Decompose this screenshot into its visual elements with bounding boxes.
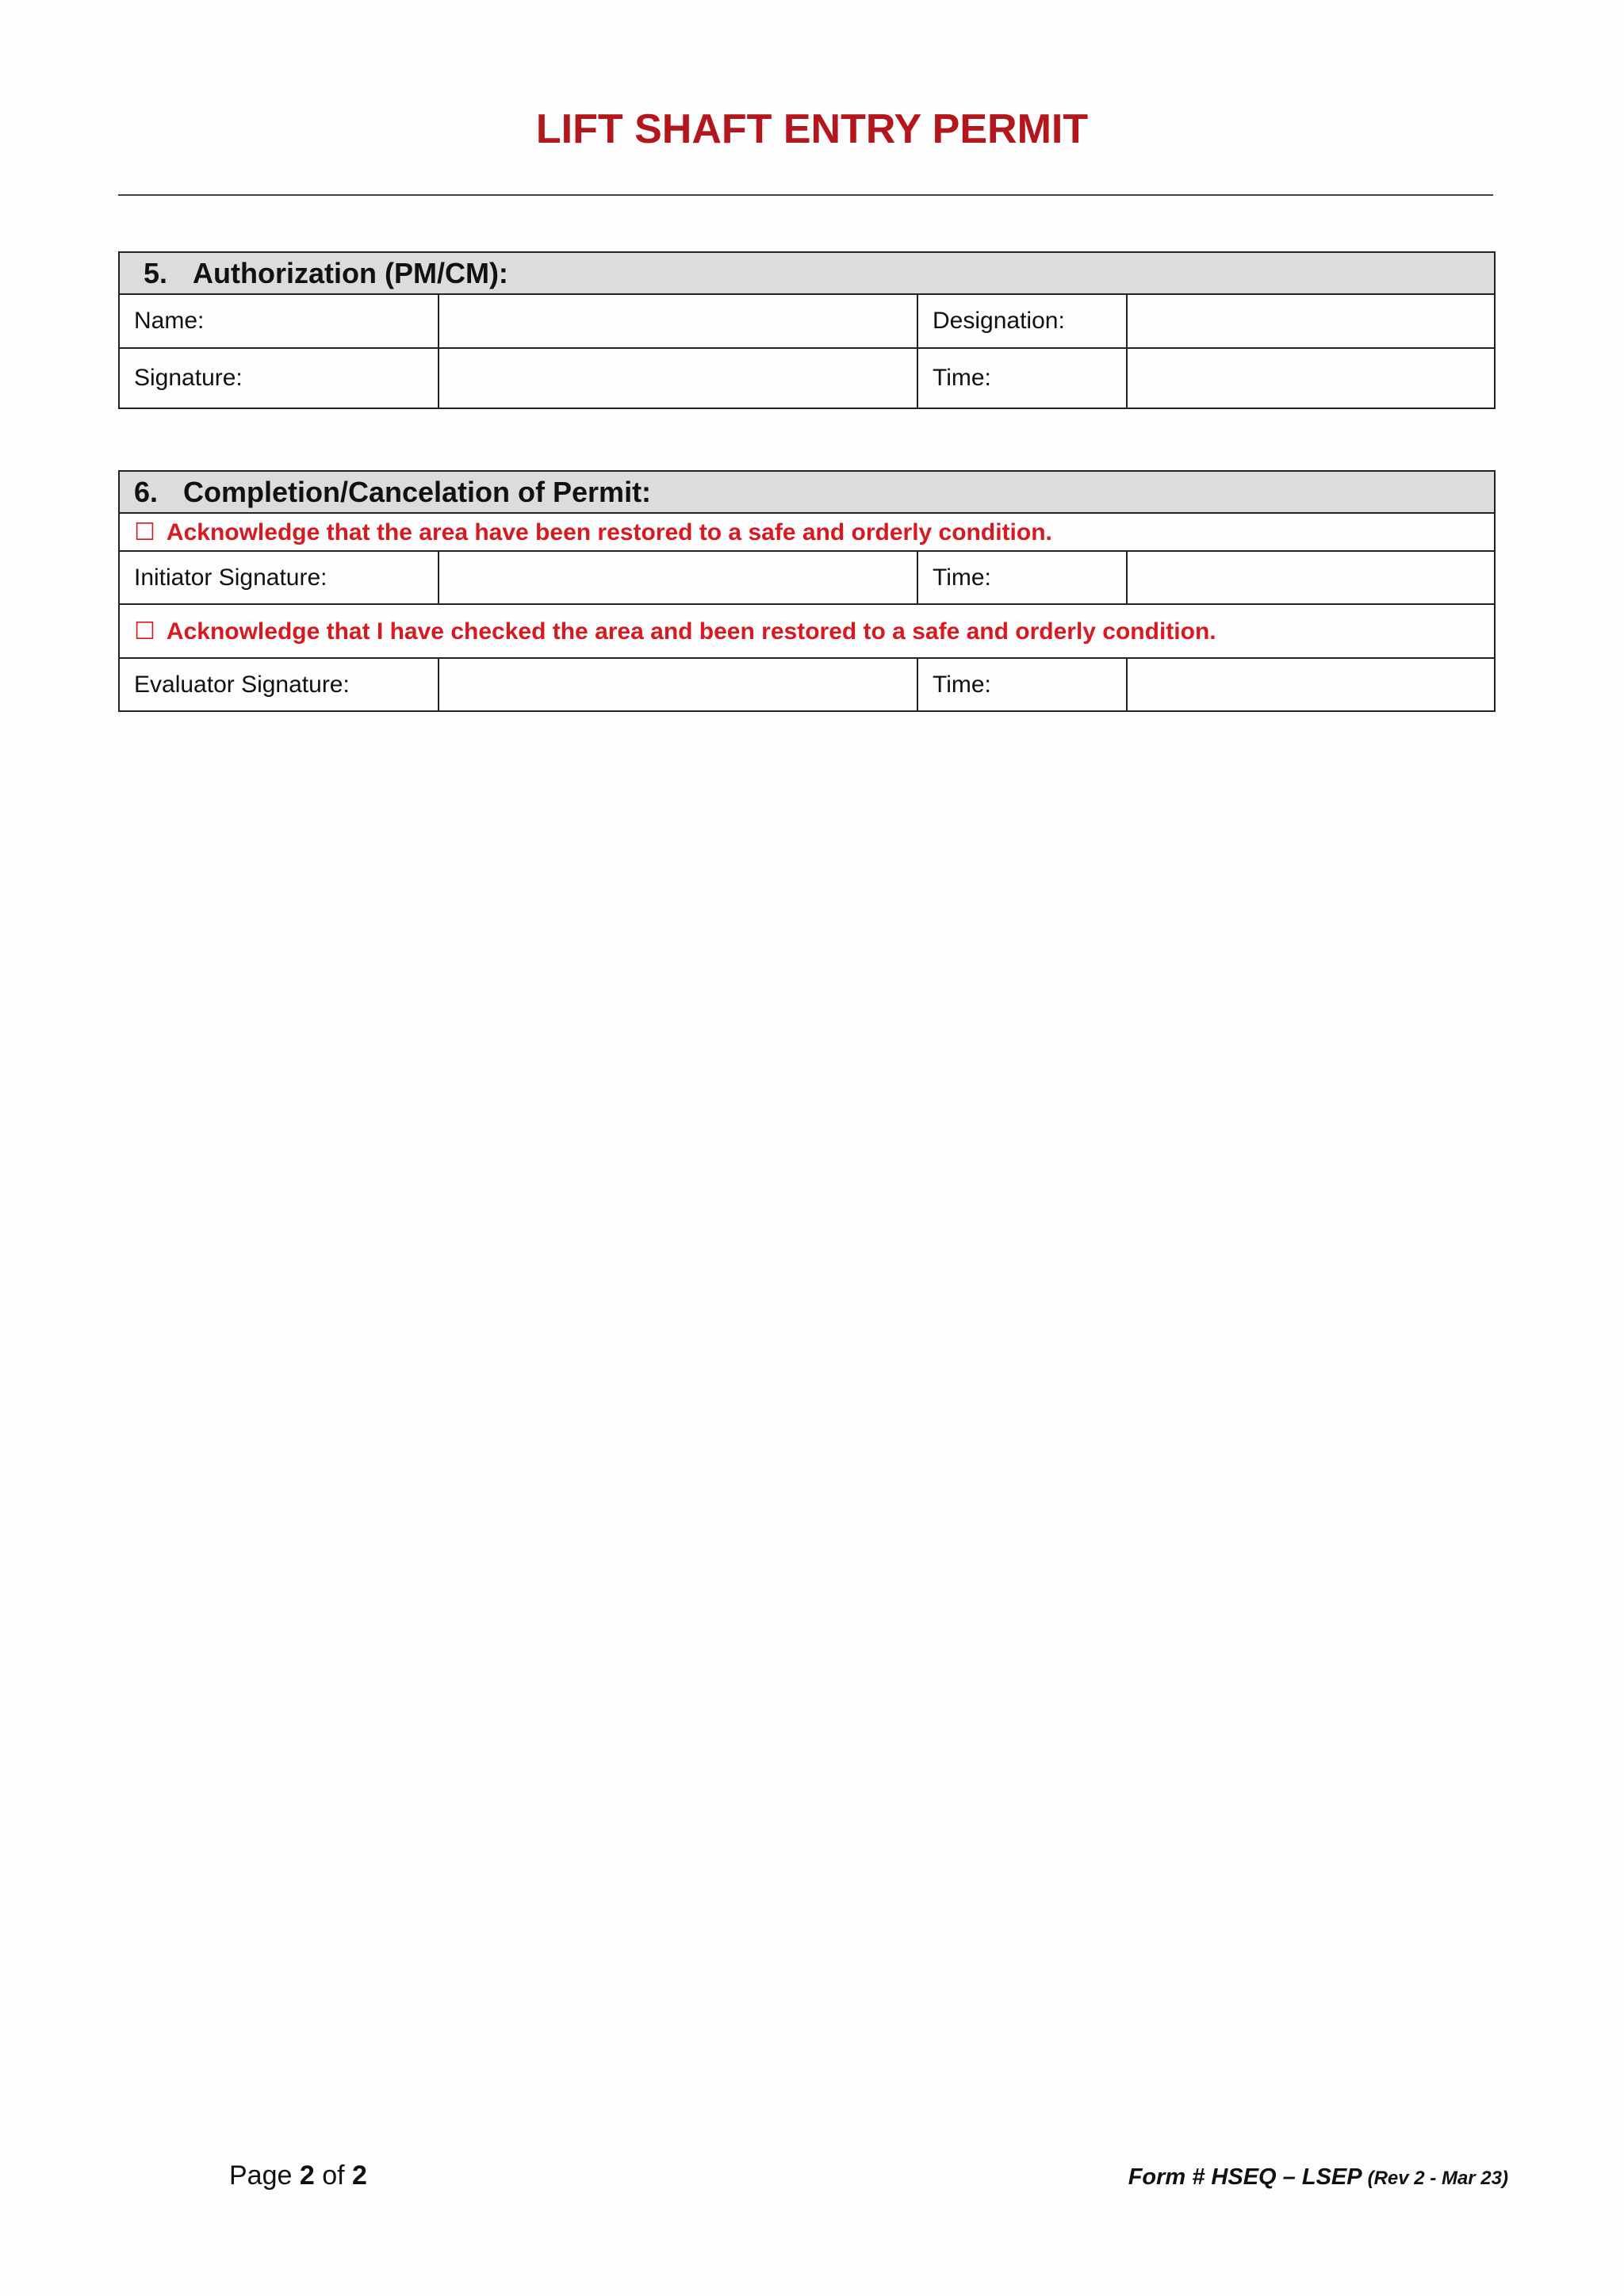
page-word: Page <box>229 2160 293 2191</box>
evaluator-signature-label: Evaluator Signature: <box>119 658 439 711</box>
designation-field[interactable] <box>1127 294 1495 348</box>
section-6-heading: Completion/Cancelation of Permit: <box>183 475 652 508</box>
authorization-table <box>118 251 1496 409</box>
designation-label: Designation: <box>917 294 1127 348</box>
form-code: Form # HSEQ – LSEP <box>1128 2164 1362 2190</box>
signature-field[interactable] <box>439 348 917 408</box>
form-reference <box>1128 2164 1508 2191</box>
ack-restored-text: Acknowledge that the area have been restored to a safe and orderly condition. <box>166 519 1052 545</box>
section-6-header <box>119 471 1495 513</box>
section-5-number: 5. <box>144 256 168 289</box>
evaluator-time-field[interactable] <box>1127 658 1495 711</box>
section-5-heading: Authorization (PM/CM): <box>193 256 508 289</box>
title-divider <box>118 194 1493 196</box>
initiator-time-field[interactable] <box>1127 551 1495 604</box>
section-6-number: 6. <box>134 475 159 508</box>
evaluator-time-label: Time: <box>917 658 1127 711</box>
form-revision: (Rev 2 - Mar 23) <box>1367 2168 1508 2189</box>
evaluator-signature-field[interactable] <box>439 658 917 711</box>
ack-restored-row[interactable] <box>119 513 1495 551</box>
ack-checked-text: Acknowledge that I have checked the area and been restored to a safe and orderly condition. <box>166 618 1216 645</box>
ack-checked-row[interactable] <box>119 604 1495 658</box>
initiator-time-label: Time: <box>917 551 1127 604</box>
page-total: 2 <box>352 2160 367 2191</box>
initiator-signature-label: Initiator Signature: <box>119 551 439 604</box>
page-number <box>229 2160 367 2191</box>
name-field[interactable] <box>439 294 917 348</box>
time-field[interactable] <box>1127 348 1495 408</box>
signature-label: Signature: <box>119 348 439 408</box>
section-5-header <box>119 252 1495 294</box>
initiator-signature-field[interactable] <box>439 551 917 604</box>
time-label: Time: <box>917 348 1127 408</box>
completion-table <box>118 470 1496 712</box>
name-label: Name: <box>119 294 439 348</box>
document-title: LIFT SHAFT ENTRY PERMIT <box>535 106 1089 152</box>
page-of: of <box>322 2160 345 2191</box>
page-current: 2 <box>299 2160 315 2191</box>
ack-restored-checkbox[interactable]: ☐ <box>134 519 155 545</box>
ack-checked-checkbox[interactable]: ☐ <box>134 618 155 645</box>
